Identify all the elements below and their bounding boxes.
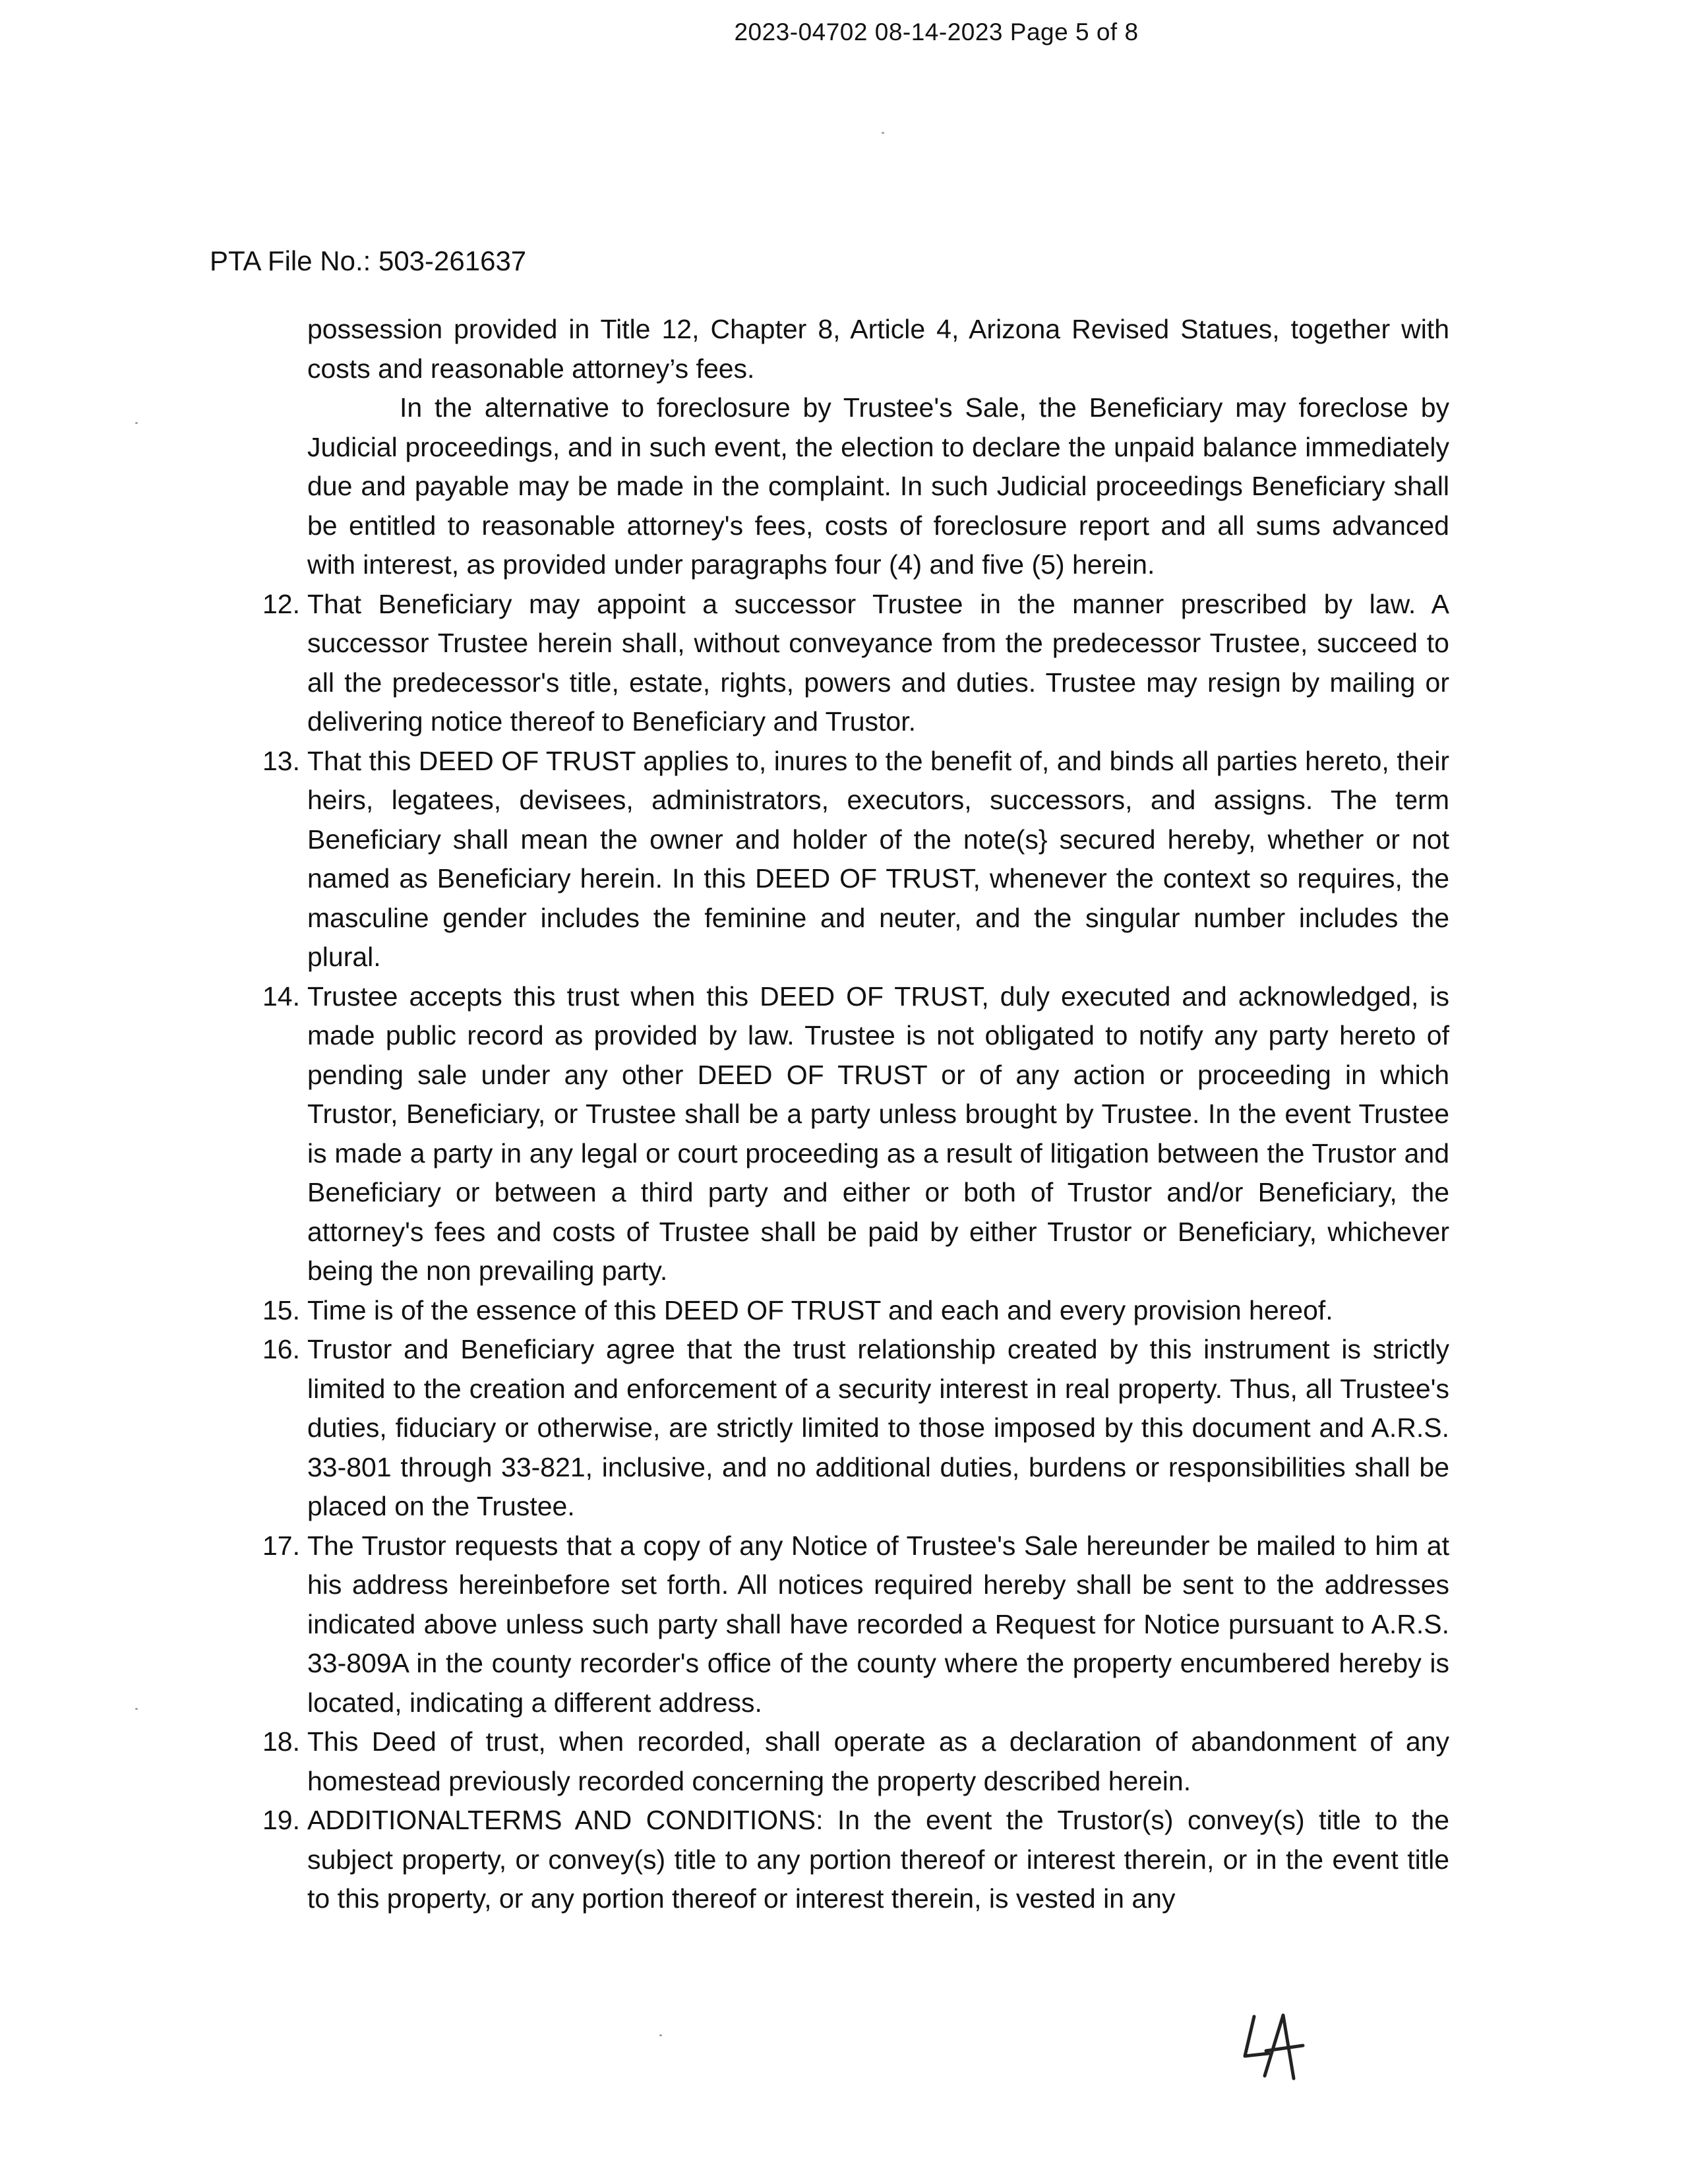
clause-number: 17. [262,1530,300,1561]
clause-text: Time is of the essence of this DEED OF TRUST and each and every provision hereof. [307,1294,1333,1325]
clause-17 [262,1527,1449,1723]
file-number: PTA File No.: 503-261637 [210,245,527,276]
clause-text: That this DEED OF TRUST applies to, inures to the benefit of, and binds all parties hereto, their heirs, legatees, devisees, administrators, executors, successors, and assigns. The term Beneficiary shall mean the owner and holder of the note(s} secured hereby, whether or not named as Beneficiary herein. In this DEED OF TRUST, whenever the context so requires, the masculine gender includes the feminine and neuter, and the singular number includes the plural. [307,745,1449,972]
scan-speck [135,422,138,424]
clause-text: Trustee accepts this trust when this DEED OF TRUST, duly executed and acknowledged, is made public record as provided by law. Trustee is not obligated to notify any party hereto of pending sale under any other DEED OF TRUST or of any action or proceeding in which Trustor, Beneficiary, or Trustee shall be a party unless brought by Trustee. In the event Trustee is made a party in any legal or court proceeding as a result of litigation between the Trustor and Beneficiary or between a third party and either or both of Trustor and/or Beneficiary, the attorney's fees and costs of Trustee shall be paid by either Trustor or Beneficiary, whichever being the non prevailing party. [307,981,1449,1286]
clause-14 [262,977,1449,1291]
handwritten-initials [1240,2005,1319,2084]
clause-12 [262,585,1449,742]
clause-text: Trustor and Beneficiary agree that the trust relationship created by this instrument is strictly limited to the creation and enforcement of a security interest in real property. Thus, all Trustee's duties, fiduciary or otherwise, are strictly limited to those imposed by this document and A.R.S. 33-801 through 33-821, inclusive, and no additional duties, burdens or responsibilities shall be placed on the Trustee. [307,1334,1449,1521]
clause-text: That Beneficiary may appoint a successor Trustee in the manner prescribed by law. A successor Trustee herein shall, without conveyance from the predecessor Trustee, succeed to all the predecessor's title, estate, rights, powers and duties. Trustee may resign by mailing or delivering notice thereof to Beneficiary and Trustor. [307,588,1449,737]
clause-16 [262,1330,1449,1527]
clause-18 [262,1722,1449,1801]
clause-text: The Trustor requests that a copy of any Notice of Trustee's Sale hereunder be mailed to him at his address hereinbefore set forth. All notices required hereby shall be sent to the addresses indicated above unless such party shall have recorded a Request for Notice pursuant to A.R.S. 33-809A in the county recorder's office of the county where the property encumbered hereby is located, indicating a different address. [307,1530,1449,1718]
clause-number: 19. [262,1805,300,1835]
alternative-foreclosure-paragraph: In the alternative to foreclosure by Trustee's Sale, the Beneficiary may foreclose by Judicial proceedings, and in such event, the election to declare the unpaid balance immediately due and payable may be made in the complaint. In such Judicial proceedings Beneficiary shall be entitled to reasonable attorney's fees, costs of foreclosure report and all sums advanced with interest, as provided under paragraphs four (4) and five (5) herein. [307,392,1449,580]
clause-15 [262,1291,1449,1331]
recording-header: 2023-04702 08-14-2023 Page 5 of 8 [734,18,1139,46]
clause-number: 12. [262,588,300,619]
scan-speck [135,1708,138,1710]
clause-text: ADDITIONALTERMS AND CONDITIONS: In the event the Trustor(s) convey(s) title to the subject property, or convey(s) title to any portion thereof or interest therein, or in the event title to this property, or any portion thereof or interest therein, is vested in any [307,1805,1449,1914]
document-body [262,310,1449,1919]
continuation-paragraph: possession provided in Title 12, Chapter 8, Article 4, Arizona Revised Statues, together with costs and reasonable attorney’s fees. [307,314,1449,384]
clause-number: 15. [262,1294,300,1325]
clause-19 [262,1801,1449,1919]
clause-number: 16. [262,1334,300,1364]
clause-number: 13. [262,745,300,776]
clause-number: 14. [262,981,300,1012]
clause-text: This Deed of trust, when recorded, shall operate as a declaration of abandonment of any homestead previously recorded concerning the property described herein. [307,1726,1449,1796]
clause-13 [262,742,1449,977]
scan-speck [882,132,884,134]
scan-speck [659,2034,662,2036]
clause-number: 18. [262,1726,300,1757]
